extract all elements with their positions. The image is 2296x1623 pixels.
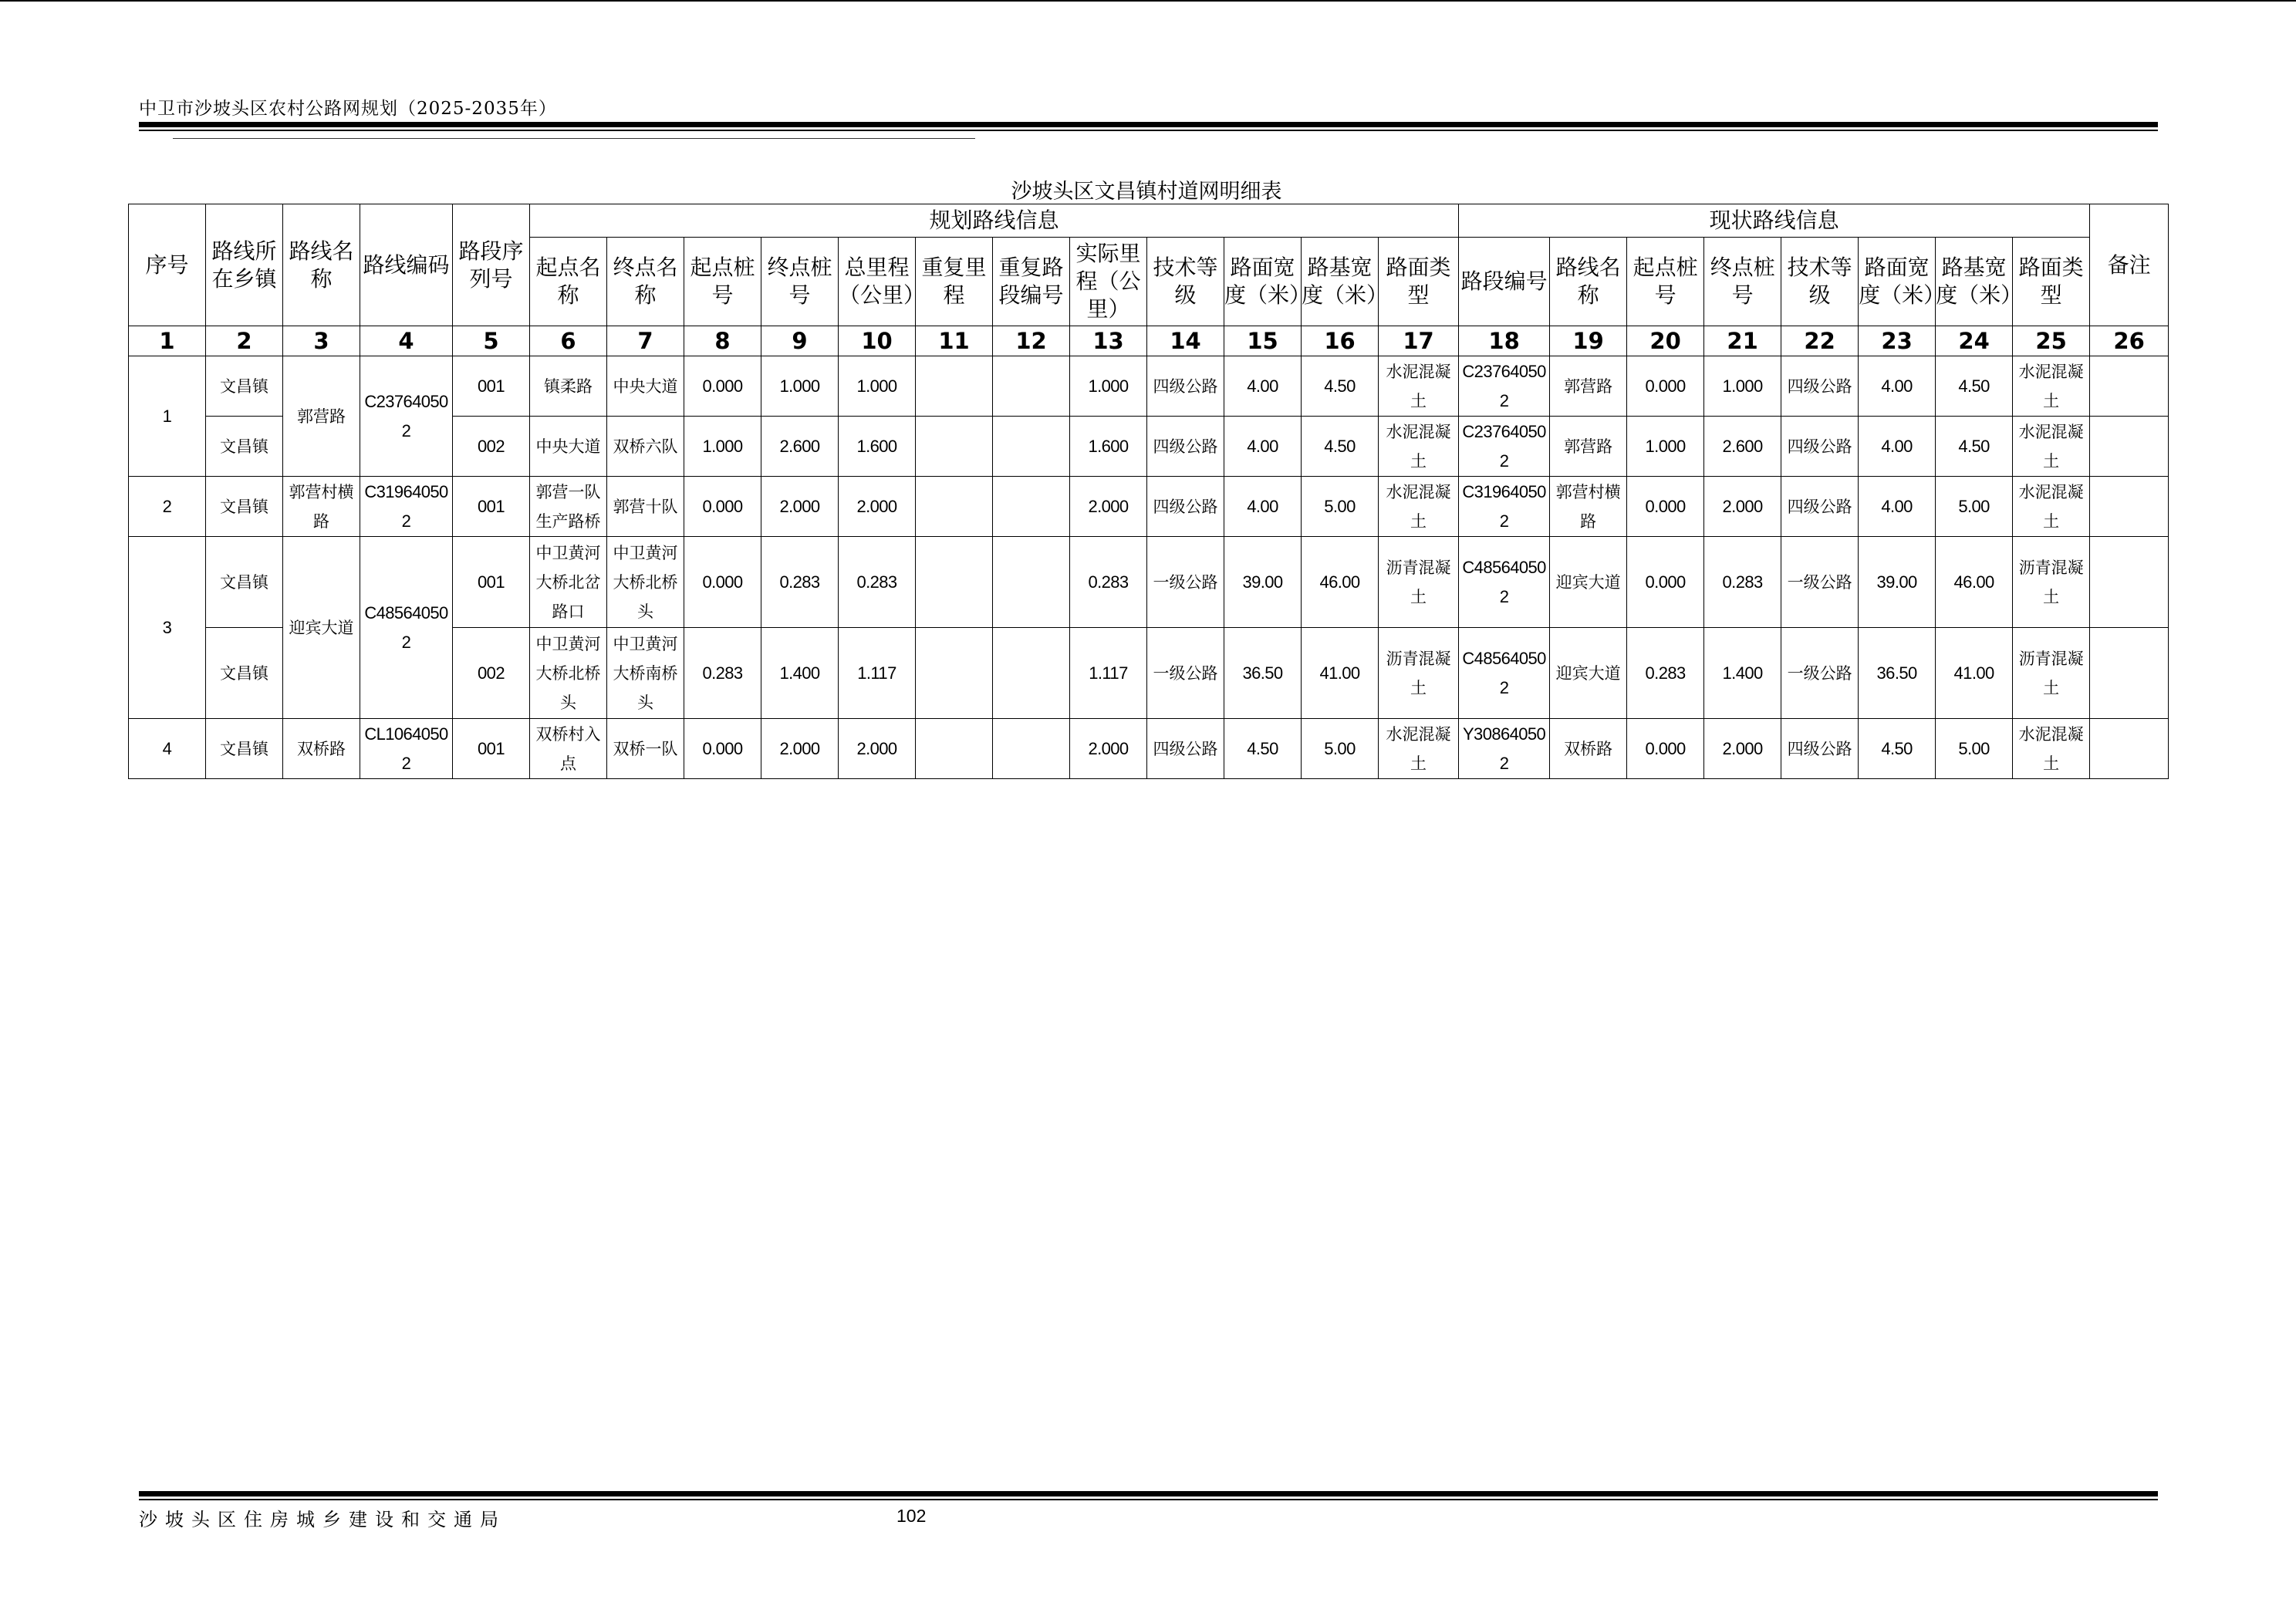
cell-route-name: 双桥路	[283, 719, 360, 779]
col-number: 23	[1859, 326, 1936, 356]
cell-surface-type: 沥青混凝土	[1379, 537, 1459, 628]
cell-route-name: 郭营路	[283, 356, 360, 477]
col-header-cur-route-name: 路线名称	[1550, 238, 1627, 326]
col-number: 13	[1070, 326, 1147, 356]
cell-cur-segment-code: Y308640502	[1459, 719, 1550, 779]
cell-segment-no: 002	[453, 628, 530, 719]
cell-cur-pave-width: 4.00	[1859, 417, 1936, 477]
cell-cur-start-stake: 0.000	[1627, 477, 1704, 537]
cell-total-mileage: 0.283	[839, 537, 916, 628]
cell-cur-tech-grade: 四级公路	[1781, 477, 1859, 537]
footer-rule	[139, 1491, 2158, 1496]
cell-pave-width: 36.50	[1224, 628, 1302, 719]
cell-seq: 1	[129, 356, 206, 477]
cell-surface-type: 沥青混凝土	[1379, 628, 1459, 719]
cell-cur-start-stake: 0.000	[1627, 537, 1704, 628]
col-header-seq: 序号	[129, 204, 206, 326]
header-rule	[139, 122, 2158, 127]
cell-cur-base-width: 5.00	[1936, 719, 2013, 779]
cell-end-name: 中卫黄河大桥北桥头	[607, 537, 684, 628]
cell-cur-surface-type: 水泥混凝土	[2013, 417, 2090, 477]
cell-start-stake: 0.000	[684, 356, 761, 417]
cell-base-width: 41.00	[1302, 628, 1379, 719]
cell-cur-segment-code: C485640502	[1459, 628, 1550, 719]
cell-cur-end-stake: 2.000	[1704, 477, 1781, 537]
cell-base-width: 5.00	[1302, 477, 1379, 537]
cell-cur-segment-code: C237640502	[1459, 417, 1550, 477]
col-number: 22	[1781, 326, 1859, 356]
cell-start-name: 郭营一队生产路桥	[530, 477, 607, 537]
col-number: 4	[360, 326, 453, 356]
cell-segment-no: 001	[453, 719, 530, 779]
cell-cur-end-stake: 1.000	[1704, 356, 1781, 417]
cell-tech-grade: 一级公路	[1147, 628, 1224, 719]
cell-actual-mileage: 1.117	[1070, 628, 1147, 719]
cell-cur-end-stake: 2.000	[1704, 719, 1781, 779]
page-number: 102	[896, 1506, 927, 1526]
cell-end-stake: 0.283	[761, 537, 839, 628]
cell-actual-mileage: 2.000	[1070, 719, 1147, 779]
cell-cur-route-name: 迎宾大道	[1550, 628, 1627, 719]
cell-start-stake: 0.000	[684, 477, 761, 537]
cell-tech-grade: 四级公路	[1147, 356, 1224, 417]
col-header-cur-end-stake: 终点桩号	[1704, 238, 1781, 326]
table-row	[129, 477, 2169, 537]
cell-actual-mileage: 2.000	[1070, 477, 1147, 537]
cell-cur-tech-grade: 四级公路	[1781, 417, 1859, 477]
cell-segment-no: 001	[453, 477, 530, 537]
col-number: 16	[1302, 326, 1379, 356]
cell-township: 文昌镇	[206, 356, 283, 417]
cell-surface-type: 水泥混凝土	[1379, 477, 1459, 537]
col-header-base-width: 路基宽度（米）	[1302, 238, 1379, 326]
cell-remark	[2090, 537, 2169, 628]
cell-actual-mileage: 1.000	[1070, 356, 1147, 417]
cell-cur-end-stake: 0.283	[1704, 537, 1781, 628]
col-header-dup-segment: 重复路段编号	[993, 238, 1070, 326]
cell-actual-mileage: 1.600	[1070, 417, 1147, 477]
cell-segment-no: 001	[453, 356, 530, 417]
cell-start-name: 镇柔路	[530, 356, 607, 417]
cell-dup-segment	[993, 719, 1070, 779]
col-number: 11	[916, 326, 993, 356]
col-number: 19	[1550, 326, 1627, 356]
header-subrule	[173, 138, 975, 139]
cell-cur-segment-code: C485640502	[1459, 537, 1550, 628]
cell-base-width: 4.50	[1302, 417, 1379, 477]
header-rule-thin	[139, 130, 2158, 131]
cell-total-mileage: 1.600	[839, 417, 916, 477]
cell-route-code: C237640502	[360, 356, 453, 477]
cell-dup-segment	[993, 477, 1070, 537]
cell-dup-mileage	[916, 477, 993, 537]
cell-cur-tech-grade: 一级公路	[1781, 628, 1859, 719]
col-header-total-mileage: 总里程（公里）	[839, 238, 916, 326]
section-header-planned: 规划路线信息	[530, 204, 1459, 238]
cell-dup-mileage	[916, 417, 993, 477]
cell-total-mileage: 1.117	[839, 628, 916, 719]
col-number: 26	[2090, 326, 2169, 356]
cell-end-stake: 2.600	[761, 417, 839, 477]
cell-base-width: 5.00	[1302, 719, 1379, 779]
cell-remark	[2090, 356, 2169, 417]
cell-total-mileage: 2.000	[839, 719, 916, 779]
cell-route-name: 迎宾大道	[283, 537, 360, 719]
document-header-title: 中卫市沙坡头区农村公路网规划（2025-2035年）	[139, 99, 557, 119]
cell-cur-route-name: 郭营村横路	[1550, 477, 1627, 537]
section-header-current: 现状路线信息	[1459, 204, 2090, 238]
cell-cur-pave-width: 4.00	[1859, 356, 1936, 417]
cell-cur-surface-type: 水泥混凝土	[2013, 477, 2090, 537]
footer-rule-thin	[139, 1499, 2158, 1500]
page-top-border	[0, 0, 2296, 2]
cell-route-code: C485640502	[360, 537, 453, 719]
col-number: 7	[607, 326, 684, 356]
cell-actual-mileage: 0.283	[1070, 537, 1147, 628]
col-number: 25	[2013, 326, 2090, 356]
cell-remark	[2090, 628, 2169, 719]
cell-cur-base-width: 46.00	[1936, 537, 2013, 628]
cell-cur-end-stake: 2.600	[1704, 417, 1781, 477]
cell-end-name: 中央大道	[607, 356, 684, 417]
cell-pave-width: 39.00	[1224, 537, 1302, 628]
col-number: 15	[1224, 326, 1302, 356]
cell-cur-surface-type: 沥青混凝土	[2013, 628, 2090, 719]
cell-cur-tech-grade: 四级公路	[1781, 356, 1859, 417]
cell-cur-surface-type: 水泥混凝土	[2013, 719, 2090, 779]
cell-base-width: 4.50	[1302, 356, 1379, 417]
col-header-end-name: 终点名称	[607, 238, 684, 326]
cell-tech-grade: 四级公路	[1147, 719, 1224, 779]
cell-remark	[2090, 477, 2169, 537]
col-header-pave-width: 路面宽度（米）	[1224, 238, 1302, 326]
cell-cur-base-width: 4.50	[1936, 356, 2013, 417]
cell-cur-start-stake: 0.283	[1627, 628, 1704, 719]
cell-cur-route-name: 郭营路	[1550, 356, 1627, 417]
col-number: 10	[839, 326, 916, 356]
cell-end-stake: 2.000	[761, 477, 839, 537]
cell-cur-tech-grade: 四级公路	[1781, 719, 1859, 779]
cell-segment-no: 001	[453, 537, 530, 628]
cell-cur-route-name: 迎宾大道	[1550, 537, 1627, 628]
cell-tech-grade: 一级公路	[1147, 537, 1224, 628]
col-header-tech-grade: 技术等级	[1147, 238, 1224, 326]
col-header-surface-type: 路面类型	[1379, 238, 1459, 326]
cell-cur-route-name: 郭营路	[1550, 417, 1627, 477]
col-header-cur-pave-width: 路面宽度（米）	[1859, 238, 1936, 326]
road-network-table	[128, 204, 2169, 779]
cell-total-mileage: 2.000	[839, 477, 916, 537]
col-number: 2	[206, 326, 283, 356]
cell-dup-mileage	[916, 628, 993, 719]
col-number: 3	[283, 326, 360, 356]
col-number: 5	[453, 326, 530, 356]
cell-route-code: C319640502	[360, 477, 453, 537]
col-header-dup-mileage: 重复里程	[916, 238, 993, 326]
table-title: 沙坡头区文昌镇村道网明细表	[1011, 180, 1282, 204]
col-header-segment-no: 路段序列号	[453, 204, 530, 326]
cell-cur-pave-width: 4.50	[1859, 719, 1936, 779]
cell-end-name: 双桥六队	[607, 417, 684, 477]
cell-remark	[2090, 417, 2169, 477]
table-row	[129, 537, 2169, 628]
cell-surface-type: 水泥混凝土	[1379, 719, 1459, 779]
cell-remark	[2090, 719, 2169, 779]
col-number: 6	[530, 326, 607, 356]
col-number: 1	[129, 326, 206, 356]
col-number: 12	[993, 326, 1070, 356]
cell-dup-mileage	[916, 537, 993, 628]
cell-start-stake: 0.000	[684, 537, 761, 628]
cell-route-code: CL10640502	[360, 719, 453, 779]
cell-start-name: 中卫黄河大桥北岔路口	[530, 537, 607, 628]
cell-start-stake: 0.000	[684, 719, 761, 779]
col-number: 18	[1459, 326, 1550, 356]
col-header-remark: 备注	[2090, 204, 2169, 326]
cell-tech-grade: 四级公路	[1147, 417, 1224, 477]
col-header-route-code: 路线编码	[360, 204, 453, 326]
cell-route-name: 郭营村横路	[283, 477, 360, 537]
cell-surface-type: 水泥混凝土	[1379, 417, 1459, 477]
cell-cur-base-width: 41.00	[1936, 628, 2013, 719]
cell-seq: 2	[129, 477, 206, 537]
col-header-cur-tech-grade: 技术等级	[1781, 238, 1859, 326]
cell-end-name: 中卫黄河大桥南桥头	[607, 628, 684, 719]
cell-cur-pave-width: 36.50	[1859, 628, 1936, 719]
col-number: 8	[684, 326, 761, 356]
cell-cur-start-stake: 1.000	[1627, 417, 1704, 477]
cell-start-stake: 1.000	[684, 417, 761, 477]
col-header-cur-segment-code: 路段编号	[1459, 238, 1550, 326]
cell-township: 文昌镇	[206, 628, 283, 719]
cell-start-stake: 0.283	[684, 628, 761, 719]
cell-cur-base-width: 4.50	[1936, 417, 2013, 477]
cell-seq: 3	[129, 537, 206, 719]
col-number: 20	[1627, 326, 1704, 356]
cell-dup-mileage	[916, 356, 993, 417]
col-number: 17	[1379, 326, 1459, 356]
footer-department: 沙坡头区住房城乡建设和交通局	[139, 1509, 506, 1530]
cell-dup-mileage	[916, 719, 993, 779]
cell-start-name: 双桥村入点	[530, 719, 607, 779]
cell-cur-start-stake: 0.000	[1627, 356, 1704, 417]
col-number: 14	[1147, 326, 1224, 356]
cell-cur-pave-width: 39.00	[1859, 537, 1936, 628]
col-header-route-name: 路线名称	[283, 204, 360, 326]
cell-township: 文昌镇	[206, 719, 283, 779]
cell-pave-width: 4.50	[1224, 719, 1302, 779]
col-number: 9	[761, 326, 839, 356]
cell-cur-segment-code: C237640502	[1459, 356, 1550, 417]
cell-township: 文昌镇	[206, 417, 283, 477]
cell-end-stake: 2.000	[761, 719, 839, 779]
cell-segment-no: 002	[453, 417, 530, 477]
col-number: 21	[1704, 326, 1781, 356]
col-header-actual-mileage: 实际里程（公里）	[1070, 238, 1147, 326]
cell-base-width: 46.00	[1302, 537, 1379, 628]
cell-surface-type: 水泥混凝土	[1379, 356, 1459, 417]
col-header-cur-base-width: 路基宽度（米）	[1936, 238, 2013, 326]
cell-cur-segment-code: C319640502	[1459, 477, 1550, 537]
cell-end-name: 郭营十队	[607, 477, 684, 537]
table-row	[129, 356, 2169, 417]
cell-tech-grade: 四级公路	[1147, 477, 1224, 537]
cell-cur-start-stake: 0.000	[1627, 719, 1704, 779]
col-number: 24	[1936, 326, 2013, 356]
col-header-end-stake: 终点桩号	[761, 238, 839, 326]
cell-seq: 4	[129, 719, 206, 779]
col-header-township: 路线所在乡镇	[206, 204, 283, 326]
col-header-cur-start-stake: 起点桩号	[1627, 238, 1704, 326]
cell-cur-surface-type: 沥青混凝土	[2013, 537, 2090, 628]
col-header-start-name: 起点名称	[530, 238, 607, 326]
cell-dup-segment	[993, 628, 1070, 719]
col-header-cur-surface-type: 路面类型	[2013, 238, 2090, 326]
cell-end-stake: 1.000	[761, 356, 839, 417]
cell-cur-surface-type: 水泥混凝土	[2013, 356, 2090, 417]
cell-cur-end-stake: 1.400	[1704, 628, 1781, 719]
cell-start-name: 中卫黄河大桥北桥头	[530, 628, 607, 719]
cell-cur-base-width: 5.00	[1936, 477, 2013, 537]
cell-dup-segment	[993, 417, 1070, 477]
cell-end-name: 双桥一队	[607, 719, 684, 779]
cell-township: 文昌镇	[206, 477, 283, 537]
cell-end-stake: 1.400	[761, 628, 839, 719]
cell-cur-pave-width: 4.00	[1859, 477, 1936, 537]
table-row	[129, 719, 2169, 779]
cell-start-name: 中央大道	[530, 417, 607, 477]
cell-dup-segment	[993, 537, 1070, 628]
cell-total-mileage: 1.000	[839, 356, 916, 417]
cell-township: 文昌镇	[206, 537, 283, 628]
cell-pave-width: 4.00	[1224, 477, 1302, 537]
cell-pave-width: 4.00	[1224, 356, 1302, 417]
cell-dup-segment	[993, 356, 1070, 417]
cell-cur-tech-grade: 一级公路	[1781, 537, 1859, 628]
cell-pave-width: 4.00	[1224, 417, 1302, 477]
col-header-start-stake: 起点桩号	[684, 238, 761, 326]
cell-cur-route-name: 双桥路	[1550, 719, 1627, 779]
